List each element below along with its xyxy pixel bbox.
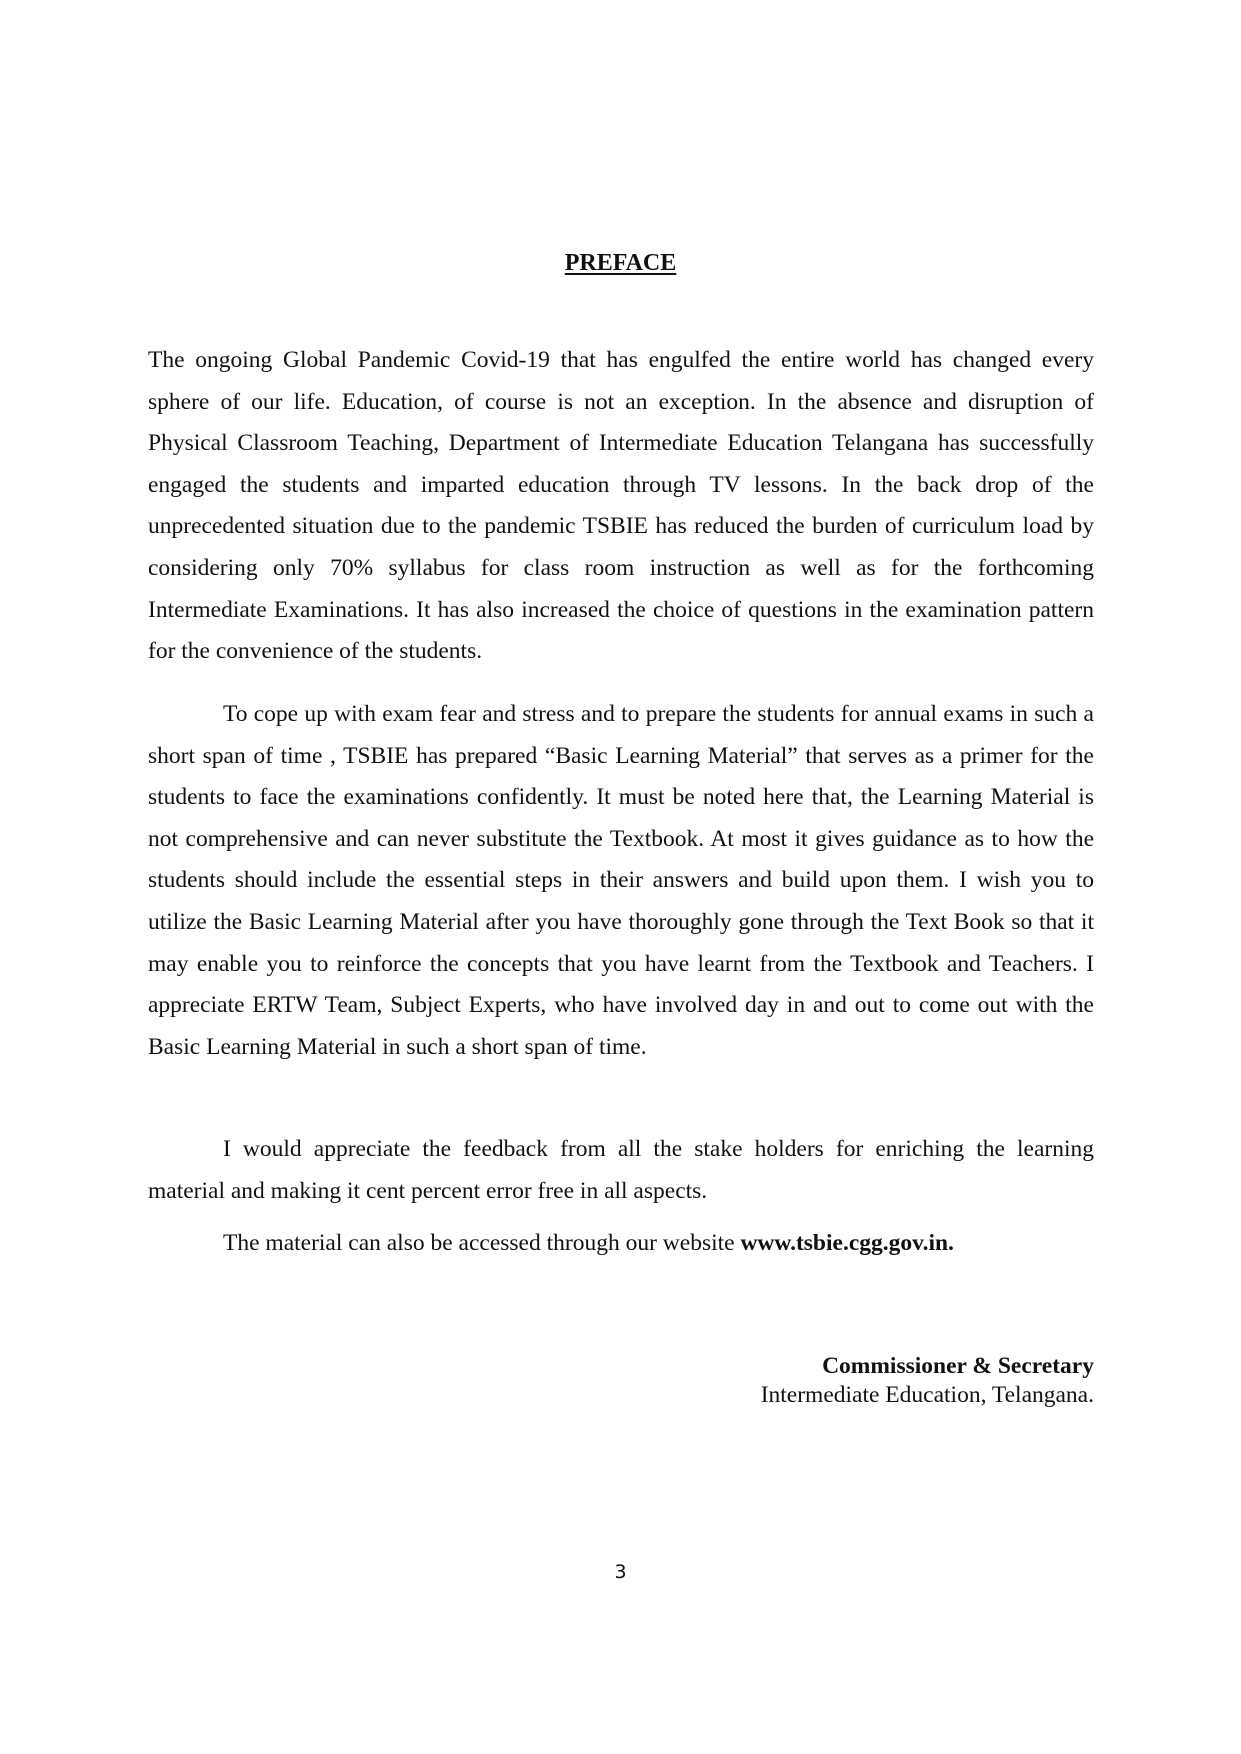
page-number: 3 xyxy=(614,1561,627,1583)
preface-paragraph-3: I would appreciate the feedback from all the stake holders for enriching the learning material and making it cent percent error free in all aspects. xyxy=(148,1136,1094,1204)
page-title xyxy=(0,247,1241,279)
website-link[interactable]: www.tsbie.cgg.gov.in. xyxy=(740,1230,954,1256)
signature-organization: Intermediate Education, Telangana. xyxy=(760,1382,1094,1408)
preface-paragraph-1: The ongoing Global Pandemic Covid-19 that has engulfed the entire world has changed every sphere of our life. Education, of course is not an exception. In the absence and disruption of Physical Classroom Teaching, Department of Intermediate Education Telangana has successfully engaged the students and imparted education through TV lessons. In the back drop of the unprecedented situation due to the pandemic TSBIE has reduced the burden of curriculum load by considering only 70% syllabus for class room instruction as well as for the forthcoming Intermediate Examinations. It has also increased the choice of questions in the examination pattern for the convenience of the students. xyxy=(148,347,1094,665)
page-title-text: PREFACE xyxy=(564,250,677,276)
signature-title: Commissioner & Secretary xyxy=(822,1353,1094,1379)
preface-paragraph-2: To cope up with exam fear and stress and to prepare the students for annual exams in such a short span of time , TSBIE has prepared “Basic Learning Material” that serves as a primer for the students to face the examinations confidently. It must be noted here that, the Learning Material is not comprehensive and can never substitute the Textbook. At most it gives guidance as to how the students should include the essential steps in their answers and build upon them. I wish you to utilize the Basic Learning Material after you have thoroughly gone through the Text Book so that it may enable you to reinforce the concepts that you have learnt from the Textbook and Teachers. I appreciate ERTW Team, Subject Experts, who have involved day in and out to come out with the Basic Learning Material in such a short span of time. xyxy=(148,701,1094,1060)
preface-paragraph-4 xyxy=(148,1223,1094,1265)
signature-block xyxy=(761,1352,1094,1410)
website-sentence: The material can also be accessed through our website xyxy=(223,1230,741,1256)
